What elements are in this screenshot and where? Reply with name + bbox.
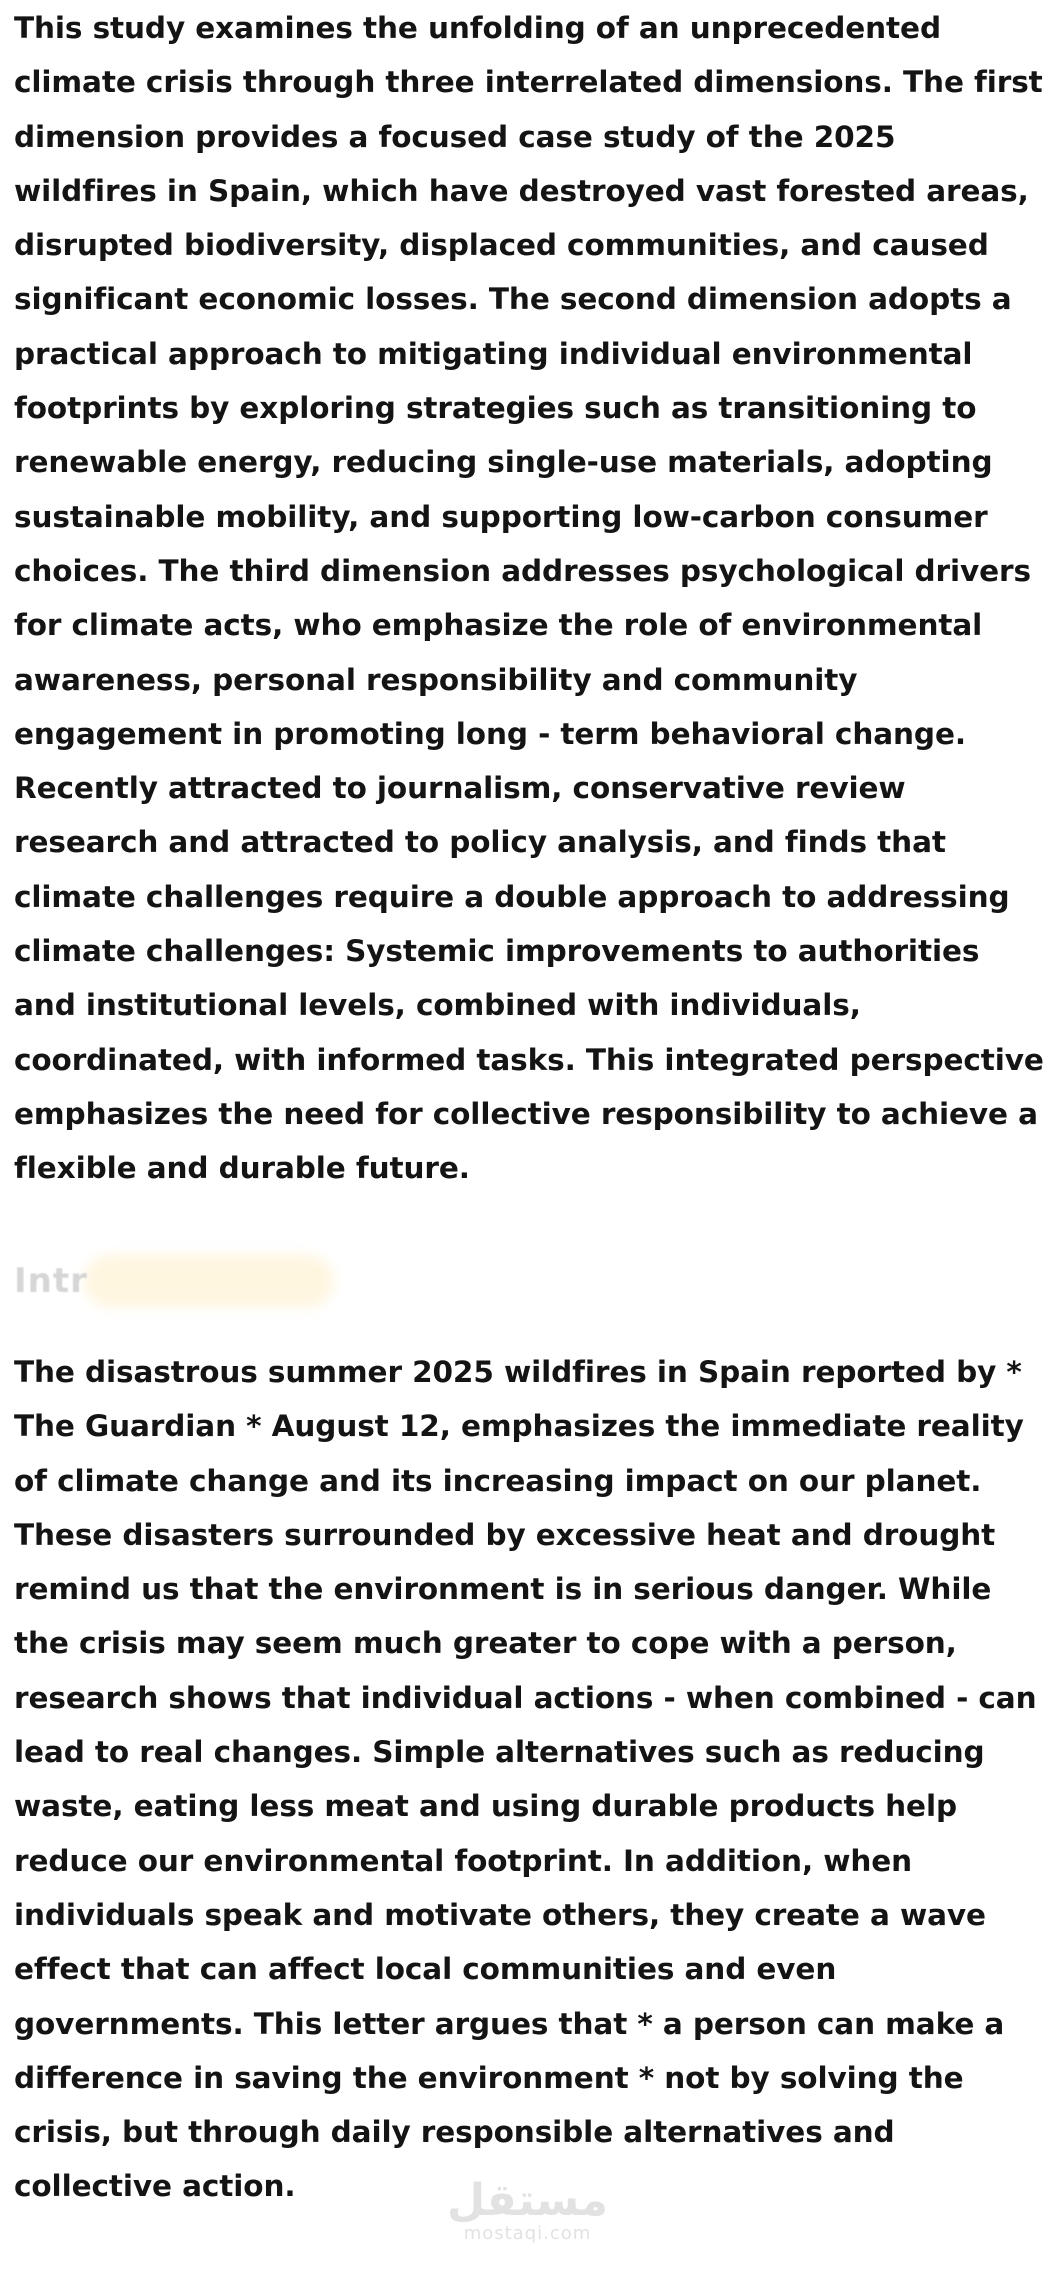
introduction-paragraph: The disastrous summer 2025 wildfires in Spain reported by * The Guardian * August 12, emphasizes the immediate reality of climate change and its increasing impact on our planet. These disasters surrounded by excessive heat and drought remind us that the environment is in serious danger. While the crisis may seem much greater to cope with a person, research shows that individual actions - when combined - can lead to real changes. Simple alternatives such as reducing waste, eating less meat and using durable products help reduce our environmental footprint. In addition, when individuals speak and motivate others, they create a wave effect that can affect local communities and even governments. This letter argues that * a person can make a difference in saving the environment * not by solving the crisis, but through daily responsible alternatives and collective action.: [14, 1355, 1037, 2204]
highlight-smudge: [84, 1255, 334, 1307]
watermark-logo: [0, 2175, 1055, 2244]
watermark-arabic-text: مستقل: [447, 2175, 608, 2226]
abstract-paragraph: This study examines the unfolding of an unprecedented climate crisis through three interrelated dimensions. The first dimension provides a focused case study of the 2025 wildfires in Spain, which have destroyed vast forested areas, disrupted biodiversity, displaced communities, and caused significant economic losses. The second dimension adopts a practical approach to mitigating individual environmental footprints by exploring strategies such as transitioning to renewable energy, reducing single-use materials, adopting sustainable mobility, and supporting low-carbon consumer choices. The third dimension addresses psychological drivers for climate acts, who emphasize the role of environmental awareness, personal responsibility and community engagement in promoting long - term behavioral change. Recently attracted to journalism, conservative review research and attracted to policy analysis, and finds that climate challenges require a double approach to addressing climate challenges: Systemic improvements to authorities and institutional levels, combined with individuals, coordinated, with informed tasks. This integrated perspective emphasizes the need for collective responsibility to achieve a flexible and durable future.: [14, 11, 1044, 1186]
introduction-heading: [14, 1255, 334, 1307]
watermark-latin-text: mostaqi.com: [463, 2223, 592, 2244]
introduction-heading-text: Intr: [14, 1261, 88, 1301]
